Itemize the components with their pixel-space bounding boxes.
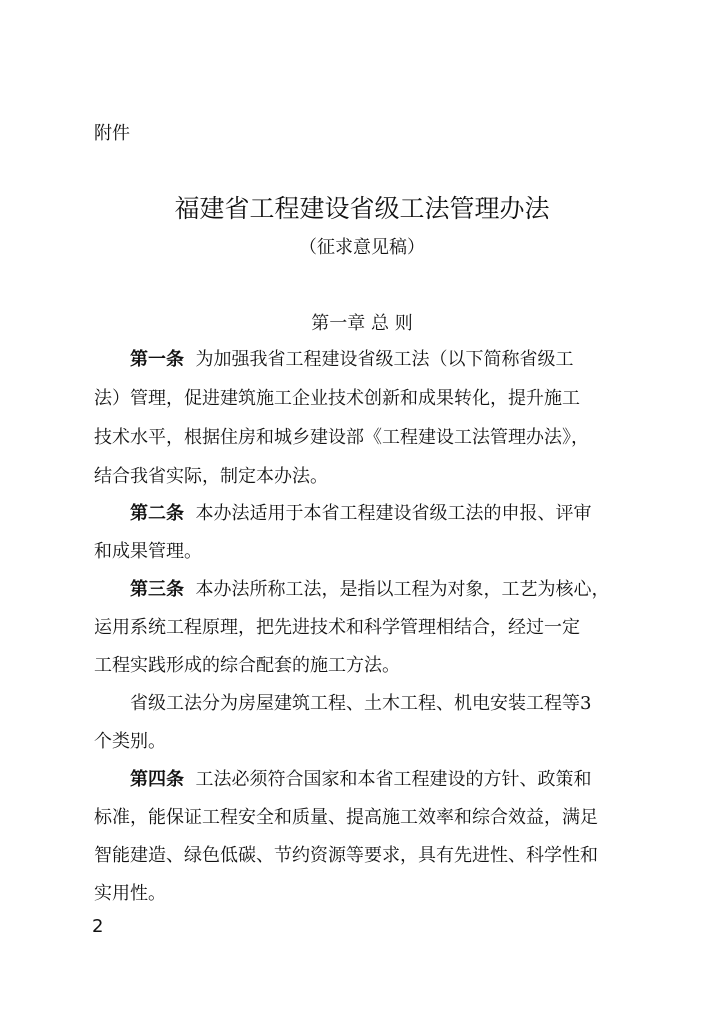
document-title: 福建省工程建设省级工法管理办法 (174, 194, 550, 223)
article-1-line-2: 法）管理，促进建筑施工企业技术创新和成果转化，提升施工 (94, 388, 580, 409)
article-3-heading: 第三条 (130, 579, 184, 600)
article-4-line-2: 标准，能保证工程安全和质量、提高施工效率和综合效益，满足 (94, 807, 598, 828)
chapter-heading: 第一章 总 则 (311, 313, 413, 334)
category-count: 3 (580, 693, 592, 714)
article-1-line-1 (130, 347, 573, 373)
category-paragraph-line-1 (130, 691, 591, 717)
article-3-text: 本办法所称工法，是指以工程为对象，工艺为核心， (195, 579, 610, 600)
article-4-line-4: 实用性。 (94, 883, 166, 904)
article-3-line-3: 工程实践形成的综合配套的施工方法。 (94, 655, 400, 676)
category-text: 省级工法分为房屋建筑工程、土木工程、机电安装工程等 (130, 693, 580, 714)
article-4-heading: 第四条 (130, 769, 184, 790)
attachment-label: 附件 (94, 123, 130, 144)
article-2-line-1 (130, 501, 591, 527)
article-2-heading: 第二条 (130, 503, 184, 524)
category-paragraph-line-2: 个类别。 (94, 731, 166, 752)
article-2-line-2: 和成果管理。 (94, 541, 202, 562)
article-3-line-1 (130, 577, 609, 603)
article-1-text: 为加强我省工程建设省级工法（以下简称省级工 (195, 349, 574, 370)
article-3-line-2: 运用系统工程原理，把先进技术和科学管理相结合，经过一定 (94, 617, 580, 638)
article-1-line-3: 技术水平，根据住房和城乡建设部《工程建设工法管理办法》， (94, 427, 589, 448)
page-number: 2 (92, 916, 104, 937)
document-subtitle: （征求意见稿） (299, 237, 425, 258)
article-4-line-1 (130, 767, 591, 793)
article-2-text: 本办法适用于本省工程建设省级工法的申报、评审 (195, 503, 592, 524)
article-1-line-4: 结合我省实际，制定本办法。 (94, 466, 328, 487)
article-4-text: 工法必须符合国家和本省工程建设的方针、政策和 (195, 769, 592, 790)
article-1-heading: 第一条 (130, 349, 184, 370)
article-4-line-3: 智能建造、绿色低碳、节约资源等要求，具有先进性、科学性和 (94, 845, 598, 866)
